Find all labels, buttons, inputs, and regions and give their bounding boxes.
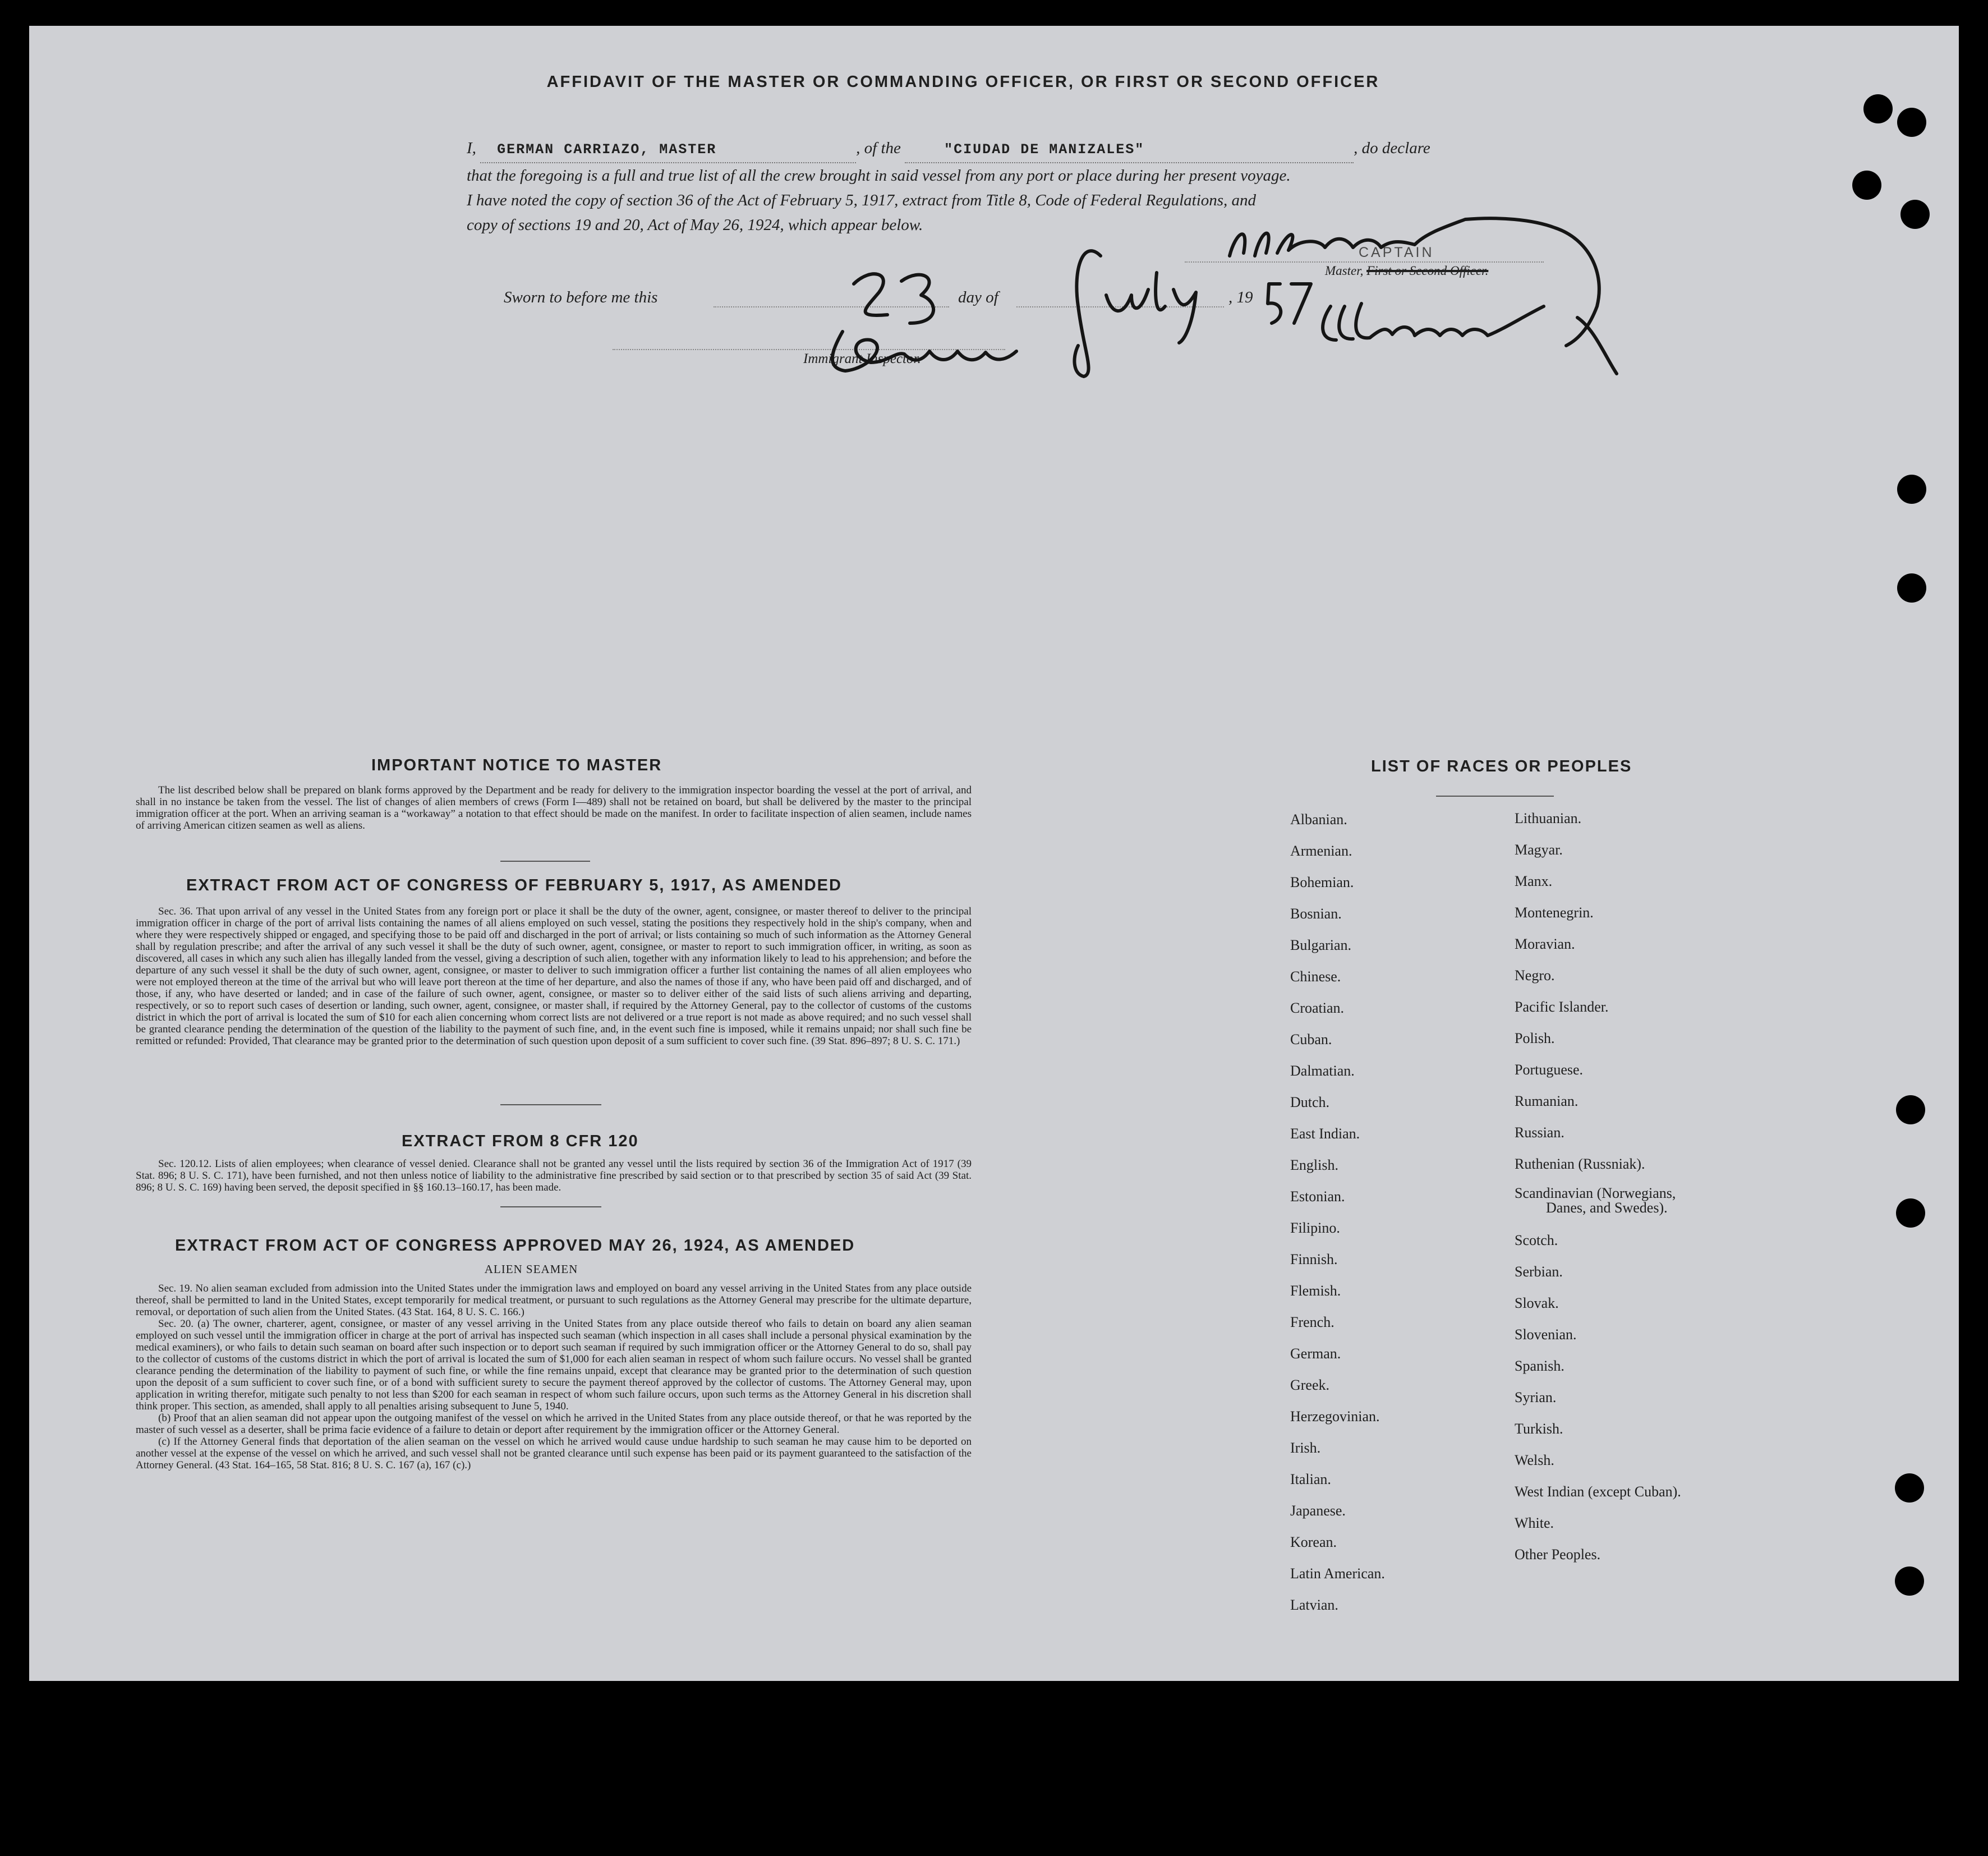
extract-1924-sec19: Sec. 19. No alien seaman excluded from admission into the United States under the immigration laws and employed on board any vessel arriving in the United States from any place outside thereof, shall be permitted to land in the United States, except temporarily for medical treatment, or pursuant to such regulations as the Attorney General may prescribe for the ultimate departure, removal, or deportation of such alien from the United States. (43 Stat. 164, 8 U. S. C. 166.) <box>136 1283 972 1318</box>
captain-stamp: CAPTAIN <box>1359 245 1434 260</box>
race-item: Cuban. <box>1290 1031 1332 1048</box>
race-item: Bulgarian. <box>1290 937 1352 953</box>
race-item: Pacific Islander. <box>1515 999 1609 1015</box>
race-item: Rumanian. <box>1515 1093 1579 1109</box>
race-item: Syrian. <box>1515 1389 1557 1405</box>
race-item: Portuguese. <box>1515 1062 1584 1078</box>
race-item: Estonian. <box>1290 1188 1345 1205</box>
race-item: Manx. <box>1515 873 1553 889</box>
race-item: Polish. <box>1515 1030 1555 1046</box>
races-title: LIST OF RACES OR PEOPLES <box>1371 757 1632 775</box>
punch-hole <box>1897 573 1926 603</box>
punch-hole <box>1900 200 1930 229</box>
day-of-text: day of <box>958 288 998 306</box>
affidavit-title: AFFIDAVIT OF THE MASTER OR COMMANDING OFFICER, OR FIRST OR SECOND OFFICER <box>546 73 1380 91</box>
race-item: Slovak. <box>1515 1295 1559 1311</box>
punch-hole <box>1895 1473 1924 1503</box>
race-item: West Indian (except Cuban). <box>1515 1483 1681 1500</box>
master-label: Master, First or Second Officer. <box>1325 264 1489 278</box>
race-item: Greek. <box>1290 1377 1330 1393</box>
race-item: Armenian. <box>1290 843 1352 859</box>
race-item: Bosnian. <box>1290 906 1342 922</box>
race-item: English. <box>1290 1157 1338 1173</box>
race-item: Spanish. <box>1515 1358 1564 1374</box>
vessel-name: "CIUDAD DE MANIZALES" <box>944 141 1145 158</box>
race-item: Negro. <box>1515 967 1555 984</box>
race-item: Italian. <box>1290 1471 1331 1487</box>
extract-cfr-text: Sec. 120.12. Lists of alien employees; when clearance of vessel denied. Clearance shall not be granted any vessel until the lists required by section 36 of the Immigration Act of 1917 (39 Stat. 896; 8 U. S. C. 171), have been furnished, and not then unless notice of liability to the administrative fine prescribed by said section or to that prescribed by section 35 of said Act (39 Stat. 896; 8 U. S. C. 169) having been served, the deposit specified in §§ 160.13–160.17, has been made. <box>136 1158 972 1193</box>
race-item: French. <box>1290 1314 1334 1330</box>
race-item: Chinese. <box>1290 968 1341 985</box>
race-item: Dutch. <box>1290 1094 1330 1110</box>
punch-hole <box>1852 171 1881 200</box>
punch-hole <box>1897 108 1926 137</box>
race-item: Herzegovinian. <box>1290 1408 1380 1425</box>
extract-1924-title: EXTRACT FROM ACT OF CONGRESS APPROVED MAY 26, 1924, AS AMENDED <box>175 1237 855 1255</box>
race-item: Croatian. <box>1290 1000 1345 1016</box>
inspector-signature <box>832 332 1016 371</box>
extract-1924-sec20a: Sec. 20. (a) The owner, charterer, agent, consignee, or master of any vessel arriving in the United States from any place outside thereof who fails to detain on board any alien seaman employed on such vessel until the immigration officer in charge at the port of arrival has inspected such seaman (which inspection in all cases shall include a personal physical examination by the medical examiners), or who fails to detain such seaman on board after such inspection or to deport such seaman if required by such immigration officer or the Attorney General to do so, shall pay to the collector of customs of the customs district in which the port of arrival is located the sum of $1,000 for each alien seaman in respect of whom such failure occurs. No vessel shall be granted clearance pending the determination of the liability to payment of such fine, or while the fine remains unpaid, except that clearance may be granted prior to the determination of such question upon the deposit of a sum sufficient to cover such fine, or of a bond with sufficient surety to secure the payment thereof approved by the collector of customs. The Attorney General may, upon application in writing therefor, mitigate such penalty to not less than $200 for each seaman in respect of whom such failure occurs, upon such terms as the Attorney General in his discretion shall think proper. This section, as amended, shall apply to all penalties arising subsequent to June 5, 1940. <box>136 1318 972 1412</box>
extract-1917-text: Sec. 36. That upon arrival of any vessel in the United States from any foreign port or place it shall be the duty of the owner, agent, consignee, or master thereof to deliver to the principal immigration officer in charge of the port of arrival lists containing the names of all aliens employed on such vessel, stating the positions they respectively hold in the ship's company, when and where they were respectively shipped or engaged, and specifying those to be paid off and discharged in the port of arrival; or lists containing so much of such information as the Attorney General shall by regulation prescribe; and after the arrival of any such vessel it shall be the duty of such owner, agent, consignee, or master to report to such immigration officer, in writing, as soon as discovered, all cases in which any such alien has illegally landed from the vessel, giving a description of such alien, together with any information likely to lead to his apprehension; and before the departure of any such vessel it shall be the duty of such owner, agent, consignee, or master to deliver to such immigration officer a further list containing the names of all alien employees who were not employed thereon at the time of the arrival but who will leave port thereon at the time of her departure, and also the names of those if any, who have been paid off and discharged, and of those, if any, who have deserted or landed; and in case of the failure of such owner, agent, consignee, or master so to deliver either of the said lists of such aliens arriving and departing, respectively, or so to report such cases of desertion or landing, such owner, agent, consignee, or master shall, if required by the Attorney General, pay to the collector of customs of the customs district in which the port of arrival is located the sum of $10 for each alien concerning whom correct lists are not delivered or a true report is not made as above required; and no such vessel shall be granted clearance pending the determination of the question of the liability to the payment of such fine, and, in the event such fine is imposed, while it remains unpaid; nor shall such fine be remitted or refunded: Provided, That clearance may be granted prior to the determination of such question upon deposit of a sum sufficient to cover such fine. (39 Stat. 896–897; 8 U. S. C. 171.) <box>136 906 972 1047</box>
race-item: Slovenian. <box>1515 1326 1577 1343</box>
race-item: Welsh. <box>1515 1452 1554 1468</box>
extract-1924-sec20c: (c) If the Attorney General finds that deportation of the alien seaman on the vessel on which he arrived would cause undue hardship to such seaman he may cause him to be deported on another vessel at the expense of the vessel on which he arrived, and such vessel shall not be granted clearance until such expense has been paid or its payment guaranteed to the satisfaction of the Attorney General. (43 Stat. 164–165, 58 Stat. 816; 8 U. S. C. 167 (a), 167 (c).) <box>136 1436 972 1471</box>
handwritten-year <box>1268 284 1311 323</box>
extract-1917-title: EXTRACT FROM ACT OF CONGRESS OF FEBRUARY 5, 1917, AS AMENDED <box>186 876 842 894</box>
race-item: Albanian. <box>1290 811 1347 828</box>
race-item: East Indian. <box>1290 1125 1360 1142</box>
master-signature-lower <box>1323 304 1617 374</box>
handwritten-signatures <box>29 26 1959 531</box>
declaration-line-2: that the foregoing is a full and true list of all the crew brought in said vessel from any port or place during her present voyage. <box>467 167 1291 185</box>
sworn-text: Sworn to before me this <box>504 288 658 306</box>
race-item: Russian. <box>1515 1124 1564 1141</box>
of-the-text: , of the <box>856 139 901 157</box>
race-item: Scandinavian (Norwegians, <box>1515 1185 1676 1201</box>
race-item: Latin American. <box>1290 1565 1385 1582</box>
declaration-prefix: I, <box>467 139 476 157</box>
punch-hole <box>1897 475 1926 504</box>
punch-hole <box>1896 1095 1925 1124</box>
race-item: Bohemian. <box>1290 874 1354 890</box>
race-item: Turkish. <box>1515 1421 1563 1437</box>
handwritten-month <box>1074 251 1196 376</box>
punch-hole <box>1863 94 1893 123</box>
race-item: Filipino. <box>1290 1220 1340 1236</box>
race-item: Other Peoples. <box>1515 1546 1601 1563</box>
notice-text: The list described below shall be prepared on blank forms approved by the Department and be ready for delivery to the immigration inspector boarding the vessel at the port of arrival, and shall in no instance be taken from the vessel. The list of changes of alien members of crews (Form I—489) shall not be retained on board, but shall be delivered by the master to the principal immigration officer at the port. When an arriving seaman is a “workaway” a notation to that effect should be made on the manifest. In order to facilitate inspection of alien seamen, include names of arriving American citizen seamen as well as aliens. <box>136 784 972 831</box>
race-item: White. <box>1515 1515 1554 1531</box>
inspector-label: Immigrant Inspector. <box>803 351 921 366</box>
race-item: Latvian. <box>1290 1597 1338 1613</box>
year-prefix: , 19 <box>1228 288 1253 306</box>
race-item: Dalmatian. <box>1290 1063 1355 1079</box>
document-sheet <box>29 26 1959 1681</box>
race-item: Serbian. <box>1515 1264 1563 1280</box>
race-item: Moravian. <box>1515 936 1575 952</box>
declaration-line-3: I have noted the copy of section 36 of the Act of February 5, 1917, extract from Title 8, Code of Federal Regulations, and <box>467 191 1257 209</box>
extract-1924-sec20b: (b) Proof that an alien seaman did not appear upon the outgoing manifest of the vessel on which he arrived in the United States from any place outside thereof, or that he was reported by the master of such vessel as a deserter, shall be prima facie evidence of a failure to detain or deport after requirement by the immigration officer or the Attorney General. <box>136 1412 972 1436</box>
race-item: Ruthenian (Russniak). <box>1515 1156 1645 1172</box>
race-item: Finnish. <box>1290 1251 1338 1267</box>
race-item: Irish. <box>1290 1440 1321 1456</box>
race-item: Montenegrin. <box>1515 904 1594 921</box>
alien-seamen-subtitle: ALIEN SEAMEN <box>484 1262 578 1276</box>
race-item: Japanese. <box>1290 1503 1346 1519</box>
race-item-continued: Danes, and Swedes). <box>1546 1200 1668 1216</box>
punch-hole <box>1895 1566 1924 1596</box>
race-item: German. <box>1290 1345 1341 1362</box>
master-name: GERMAN CARRIAZO, MASTER <box>497 141 717 158</box>
handwritten-day <box>854 274 933 323</box>
race-item: Magyar. <box>1515 842 1563 858</box>
do-declare-text: , do declare <box>1354 139 1430 157</box>
race-item: Flemish. <box>1290 1283 1341 1299</box>
extract-cfr-title: EXTRACT FROM 8 CFR 120 <box>402 1132 639 1150</box>
declaration-line-4: copy of sections 19 and 20, Act of May 26, 1924, which appear below. <box>467 216 923 234</box>
notice-title: IMPORTANT NOTICE TO MASTER <box>371 756 662 774</box>
race-item: Korean. <box>1290 1534 1337 1550</box>
master-signature-upper <box>1230 218 1599 346</box>
race-item: Scotch. <box>1515 1232 1558 1248</box>
race-item: Lithuanian. <box>1515 810 1582 826</box>
struck-officer-label: First or Second Officer. <box>1366 264 1489 278</box>
punch-hole <box>1896 1198 1925 1228</box>
